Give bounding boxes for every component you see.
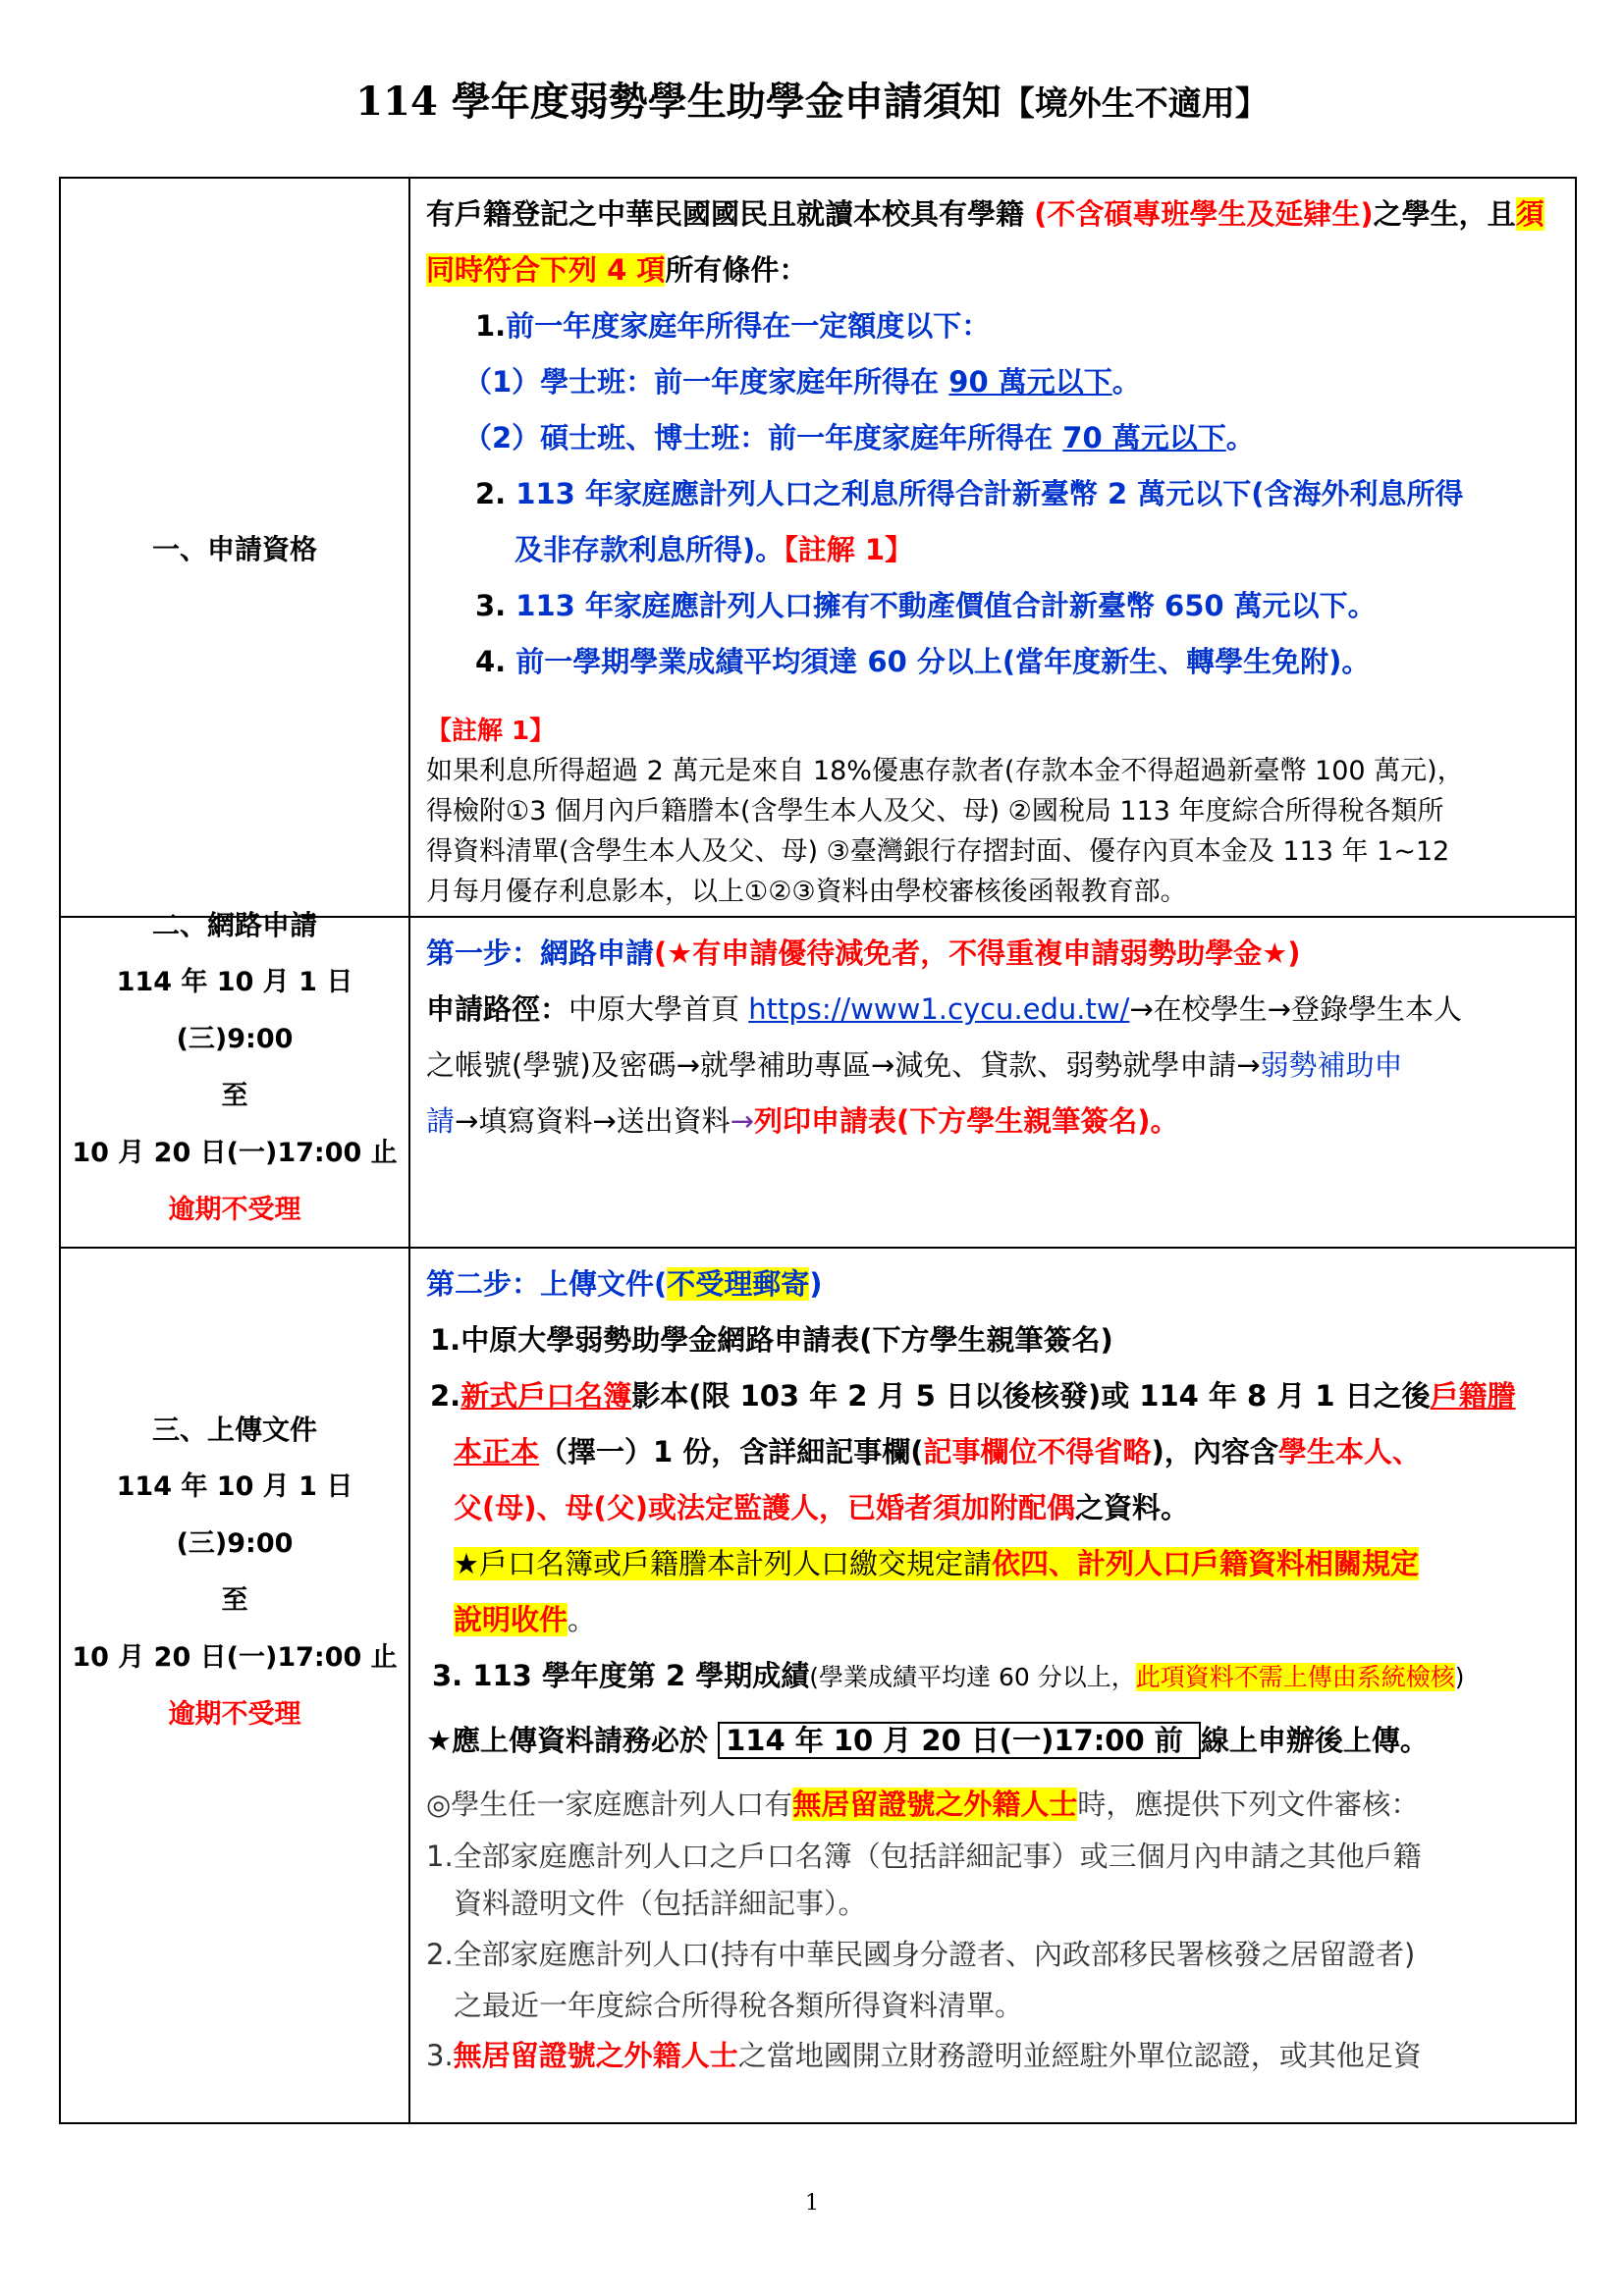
doc-2-parents: 父(母)、母(父)或法定監護人，已婚者須加附配偶	[454, 1491, 1076, 1524]
foreign-item-1-cont: 資料證明文件（包括詳細記事）。	[454, 1887, 867, 1920]
criterion-1a-limit: 90 萬元以下	[948, 365, 1112, 399]
apply-path-cont2	[426, 1094, 1561, 1149]
doc-2-student: 學生本人、	[1277, 1435, 1421, 1468]
criterion-2-number: 2.	[475, 477, 516, 510]
doc-3-text: 3. 113 學年度第 2 學期成績	[432, 1659, 810, 1692]
criterion-2-note-ref: 【註解 1】	[784, 533, 914, 566]
foreign-item-3-highlight: 無居留證號之外籍人士	[453, 2039, 738, 2072]
star-note	[426, 1536, 1561, 1592]
path-arrow: →	[730, 1104, 754, 1138]
criterion-4-number: 4.	[475, 645, 516, 678]
path-text-b: →在校學生→登錄學生本人	[1129, 992, 1462, 1026]
section-upload-label-cell	[60, 1248, 409, 2123]
section-upload-label: 三、上傳文件	[151, 1414, 317, 1446]
section-online-label-cell	[60, 908, 409, 1248]
foreign-highlight: 無居留證號之外籍人士	[792, 1788, 1078, 1821]
criterion-1b-limit: 70 萬元以下	[1062, 421, 1226, 454]
star-note-end: 。	[568, 1603, 597, 1636]
online-late-notice: 逾期不受理	[168, 1194, 301, 1225]
path-text: 中原大學首頁	[568, 992, 749, 1026]
step2-title-text: 第二步：上傳文件(	[426, 1267, 668, 1301]
criterion-3	[426, 578, 1561, 634]
note-line: 如果利息所得超過 2 萬元是來自 18%優惠存款者(存款本金不得超過新臺幣 100 萬元)，	[426, 756, 1464, 786]
intro-highlight: 須同時符合下列 4 項	[426, 197, 1544, 287]
step1-title	[426, 926, 1561, 982]
criterion-1a-end: 。	[1111, 365, 1141, 399]
doc-2-text-c: )，內容含	[1151, 1435, 1278, 1468]
cycu-homepage-link[interactable]: https://www1.cycu.edu.tw/	[748, 992, 1130, 1026]
star-note-rule: 依四、計列人口戶籍資料相關規定	[992, 1547, 1420, 1580]
path-label: 申請路徑：	[426, 992, 569, 1026]
title-main: 114 學年度弱勢學生助學金申請須知	[355, 79, 1001, 125]
doc-2-text-b: （擇一）1 份，含詳細記事欄(	[539, 1435, 924, 1468]
intro-exclusion: (不含碩專班學生及延肄生)	[1034, 197, 1374, 231]
section-online-row	[60, 917, 1576, 1248]
deadline-text-b: 線上申辦後上傳。	[1200, 1724, 1429, 1757]
online-date-end: 10 月 20 日(一)17:00 止	[72, 1137, 398, 1168]
foreign-item-3-number: 3.	[426, 2039, 454, 2072]
doc-2-text: 影本(限 103 年 2 月 5 日以後核發)或 114 年 8 月 1 日之後	[631, 1379, 1431, 1413]
path-text-d: →填寫資料→送出資料	[455, 1104, 731, 1138]
step1-warning: (★有申請優待減免者，不得重複申請弱勢助學金★)	[654, 936, 1301, 970]
foreign-text-b: 時，應提供下列文件審核：	[1077, 1788, 1420, 1821]
star-note-text: ★戶口名簿或戶籍謄本計列人口繳交規定請	[454, 1547, 992, 1580]
foreign-item-3	[426, 2029, 1561, 2082]
eligibility-intro	[426, 187, 1561, 298]
note-line: 得資料清單(含學生本人及父、母) ③臺灣銀行存摺封面、優存內頁本金及 113 年 1~12	[426, 836, 1450, 867]
upload-date-to: 至	[221, 1585, 248, 1616]
foreign-item-1: 1.全部家庭應計列人口之戶口名簿（包括詳細記事）或三個月內申請之其他戶籍	[426, 1840, 1422, 1873]
section-eligibility-label: 一、申請資格	[151, 532, 317, 565]
star-note-cont	[426, 1592, 1561, 1648]
intro-text-b: 之學生，且	[1373, 197, 1516, 231]
doc-2-cont	[426, 1424, 1561, 1480]
doc-3	[426, 1648, 1561, 1705]
criterion-1b-text: （2）碩士班、博士班：前一年度家庭年所得在	[463, 421, 1063, 454]
foreign-item-3-text: 之當地國開立財務證明並經駐外單位認證，或其他足資	[737, 2039, 1422, 2072]
page-number: 1	[805, 2191, 819, 2216]
foreign-note	[426, 1777, 1561, 1833]
criterion-1a-text: （1）學士班：前一年度家庭年所得在	[463, 365, 949, 399]
doc-3-end: )	[1454, 1663, 1465, 1691]
title-sub: 【境外生不適用】	[1001, 84, 1269, 124]
section-online-label: 二、網路申請	[151, 908, 317, 941]
section-upload-row	[60, 1248, 1576, 2123]
online-date-start: 114 年 10 月 1 日(三)9:00	[116, 966, 353, 1054]
step2-close: )	[809, 1267, 823, 1301]
doc-2-end: 之資料。	[1075, 1491, 1190, 1524]
section-upload-content	[409, 1248, 1576, 2123]
section-eligibility-label-cell	[60, 178, 409, 917]
doc-2-cont2	[426, 1480, 1561, 1536]
note-title: 【註解 1】	[426, 717, 556, 746]
doc-3-system-check: 此項資料不需上傳由系統檢核	[1135, 1663, 1455, 1691]
criterion-1a	[426, 354, 1561, 410]
criterion-1b-end: 。	[1225, 421, 1255, 454]
criterion-1b	[426, 410, 1561, 466]
section-eligibility-content	[409, 178, 1576, 917]
foreign-item-2-cont: 之最近一年度綜合所得稅各類所得資料清單。	[454, 1989, 1024, 2022]
criterion-2-cont	[426, 522, 1561, 578]
deadline-date: 114 年 10 月 20 日(一)17:00 前	[718, 1722, 1201, 1759]
path-text-c: 之帳號(學號)及密碼→就學補助專區→減免、貸款、弱勢就學申請→	[426, 1048, 1261, 1082]
star-note-highlight	[454, 1547, 1419, 1580]
doc-3-detail: (學業成績平均達 60 分以上，	[809, 1663, 1136, 1691]
page-title	[0, 71, 1624, 127]
criterion-2-text: 113 年家庭應計列人口之利息所得合計新臺幣 2 萬元以下(含海外利息所得	[515, 477, 1464, 510]
path-subsidy-end: 請	[426, 1104, 456, 1138]
step2-title	[426, 1256, 1561, 1312]
note-body	[426, 751, 1561, 912]
section-online-content	[409, 917, 1576, 1248]
doc-2	[426, 1368, 1561, 1424]
foreign-item-2: 2.全部家庭應計列人口(持有中華民國身分證者、內政部移民署核發之居留證者)	[426, 1938, 1416, 1971]
online-date-to: 至	[221, 1080, 248, 1111]
criterion-3-number: 3.	[475, 589, 516, 622]
doc-2-transcript: 戶籍謄	[1430, 1379, 1516, 1413]
criterion-4	[426, 634, 1561, 690]
criterion-1-number: 1.	[475, 309, 507, 343]
intro-text: 有戶籍登記之中華民國國民且就讀本校具有學籍	[426, 197, 1035, 231]
doc-2-household: 新式戶口名簿	[460, 1379, 632, 1413]
criterion-2-text-b: 及非存款利息所得)。	[514, 533, 785, 566]
star-note-rule-end: 說明收件	[454, 1603, 568, 1636]
deadline-note	[426, 1713, 1561, 1769]
intro-text-c: 所有條件：	[665, 253, 808, 287]
step1-title-text: 第一步：網路申請	[426, 936, 655, 970]
criterion-1-text: 前一年度家庭年所得在一定額度以下：	[506, 309, 991, 343]
doc-2-number: 2.	[430, 1379, 461, 1413]
apply-path-cont	[426, 1038, 1561, 1094]
foreign-text: ◎學生任一家庭應計列人口有	[426, 1788, 793, 1821]
criterion-2	[426, 466, 1561, 522]
apply-path	[426, 982, 1561, 1038]
doc-2-no-omit: 記事欄位不得省略	[923, 1435, 1152, 1468]
criterion-4-text: 前一學期學業成績平均須達 60 分以上(當年度新生、轉學生免附)。	[515, 645, 1371, 678]
step2-no-mail: 不受理郵寄	[667, 1267, 810, 1301]
doc-1: 1.中原大學弱勢助學金網路申請表(下方學生親筆簽名)	[430, 1323, 1113, 1357]
path-subsidy: 弱勢補助申	[1260, 1048, 1403, 1082]
upload-date-start: 114 年 10 月 1 日(三)9:00	[116, 1471, 353, 1559]
doc-2-original: 本正本	[454, 1435, 540, 1468]
section-eligibility-row	[60, 178, 1576, 917]
criterion-1	[426, 298, 1561, 354]
info-table	[59, 177, 1577, 2124]
upload-late-notice: 逾期不受理	[168, 1699, 301, 1730]
upload-date-end: 10 月 20 日(一)17:00 止	[72, 1642, 398, 1673]
note-line: 月每月優存利息影本，以上①②③資料由學校審核後函報教育部。	[426, 877, 1187, 907]
deadline-text: ★應上傳資料請務必於	[426, 1724, 719, 1757]
note-line: 得檢附①3 個月內戶籍謄本(含學生本人及父、母) ②國稅局 113 年度綜合所得稅各類所	[426, 796, 1444, 827]
criterion-3-text: 113 年家庭應計列人口擁有不動產價值合計新臺幣 650 萬元以下。	[515, 589, 1377, 622]
path-print-form: 列印申請表(下方學生親筆簽名)。	[753, 1104, 1179, 1138]
